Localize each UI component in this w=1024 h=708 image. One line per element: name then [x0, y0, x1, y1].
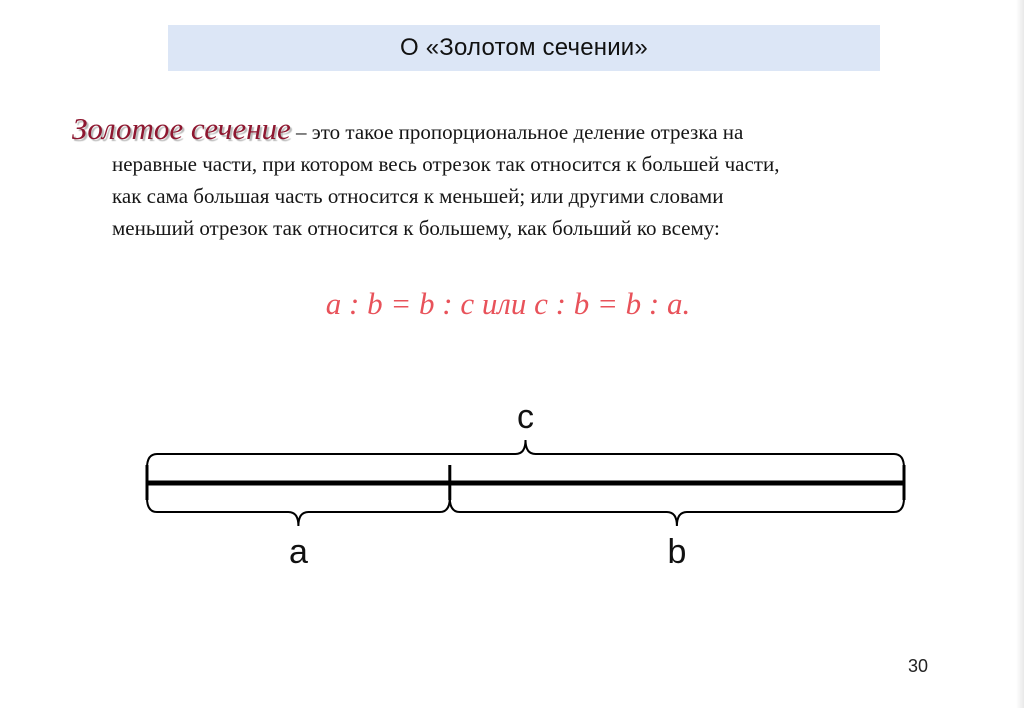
definition-text-1: – это такое пропорциональное деление отрезка на	[290, 120, 744, 144]
definition-term: Золотое сечение	[72, 111, 291, 146]
definition-line-2: неравные части, при котором весь отрезок так относится к большей части,	[112, 152, 780, 176]
label-smaller-a: a	[288, 533, 308, 571]
page-number: 30	[908, 656, 929, 676]
whole-brace	[147, 440, 904, 468]
label-larger-b: b	[667, 533, 687, 571]
slide-title: О «Золотом сечении»	[400, 34, 648, 61]
larger-part-brace	[450, 498, 904, 526]
definition-line-4: меньший отрезок так относится к большему, как больший ко всему:	[112, 216, 720, 240]
smaller-part-brace	[147, 498, 450, 526]
slide-edge-shadow	[1016, 0, 1024, 708]
label-whole-c: c	[517, 398, 534, 436]
proportion-formula: a : b = b : c или c : b = b : a.	[325, 286, 691, 321]
definition-line-3: как сама большая часть относится к меньшей; или другими словами	[112, 184, 724, 208]
